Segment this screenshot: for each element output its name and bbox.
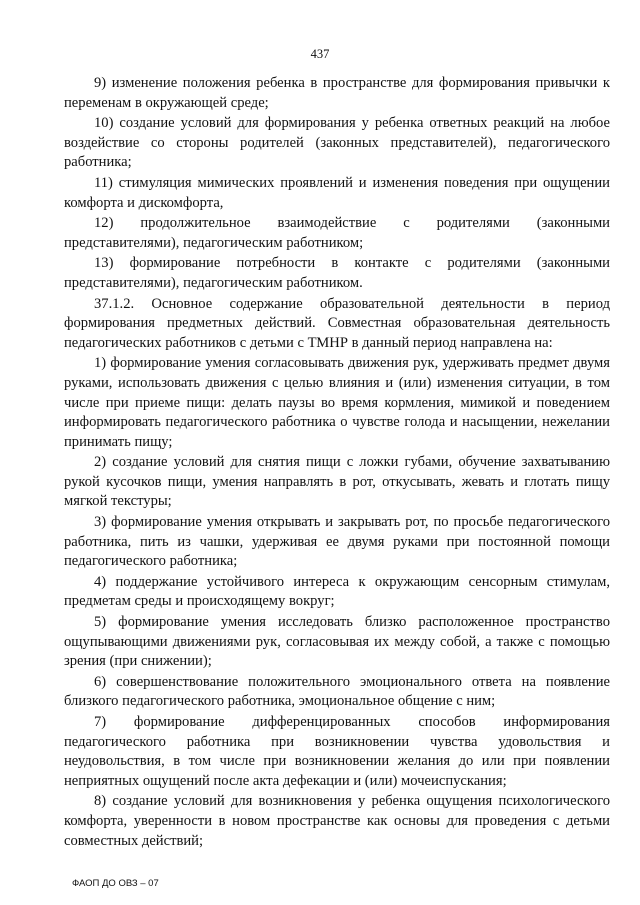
paragraph-item-2: 2) создание условий для снятия пищи с ложки губами, обучение захватыванию рукой кусочков пищи, умения направлять в рот, откусывать, жевать и глотать пищу мягкой текстуры; [64, 454, 610, 510]
paragraph-item-4: 4) поддержание устойчивого интереса к окружающим сенсорным стимулам, предметам среды и происходящему вокруг; [64, 573, 610, 610]
paragraph-item-12: 12) продолжительное взаимодействие с родителями (законными представителями), педагогическим работником; [64, 215, 610, 251]
paragraph-item-1: 1) формирование умения согласовывать движения рук, удерживать предмет двумя руками, использовать движения с целью влияния и (или) изменения ситуации, в том числе при приеме пищи: делать паузы во время кормления, мимикой и поведением информировать педагогического работника о чувстве голода и насыщении, нежелании принимать пищу; [64, 355, 610, 450]
paragraph-item-9: 9) изменение положения ребенка в пространстве для формирования привычки к переменам в окружающей среде; [64, 75, 610, 111]
section-37-1-2: 37.1.2. Основное содержание образовательной деятельности в период формирования предметных действий. Совместная образовательная деятельность педагогических работников с детьми с ТМНР в данный период направлена на: [64, 295, 610, 351]
paragraph-item-11: 11) стимуляция мимических проявлений и изменения поведения при ощущении комфорта и дискомфорта, [64, 174, 610, 211]
paragraph-item-10: 10) создание условий для формирования у ребенка ответных реакций на любое воздействие со стороны родителей (законных представителей), педагогического работника; [64, 115, 610, 171]
paragraph-item-3: 3) формирование умения открывать и закрывать рот, по просьбе педагогического работника, пить из чашки, удерживая ее двумя руками при постоянной помощи педагогического работника; [64, 514, 610, 570]
footer-doc-code: ФАОП ДО ОВЗ – 07 [72, 878, 159, 889]
paragraph-item-13: 13) формирование потребности в контакте с родителями (законными представителями), педагогическим работником. [64, 255, 610, 291]
paragraph-item-6: 6) совершенствование положительного эмоционального ответа на появление близкого педагогического работника, эмоциональное общение с ним; [64, 673, 610, 710]
paragraph-item-8: 8) создание условий для возникновения у ребенка ощущения психологического комфорта, уверенности в новом пространстве как основы для проведения с детьми совместных действий; [64, 793, 610, 849]
body-text [64, 74, 610, 852]
page-number: 437 [310, 47, 330, 61]
paragraph-item-7: 7) формирование дифференцированных способов информирования педагогического работника при возникновении чувства удовольствия и неудовольствия, в том числе при возникновении желания до или при появлении неприятных ощущений после акта дефекации и (или) мочеиспускания; [64, 714, 610, 789]
paragraph-item-5: 5) формирование умения исследовать близко расположенное пространство ощупывающими движениями рук, согласовывая их между собой, а также с помощью зрения (при снижении); [64, 614, 610, 670]
